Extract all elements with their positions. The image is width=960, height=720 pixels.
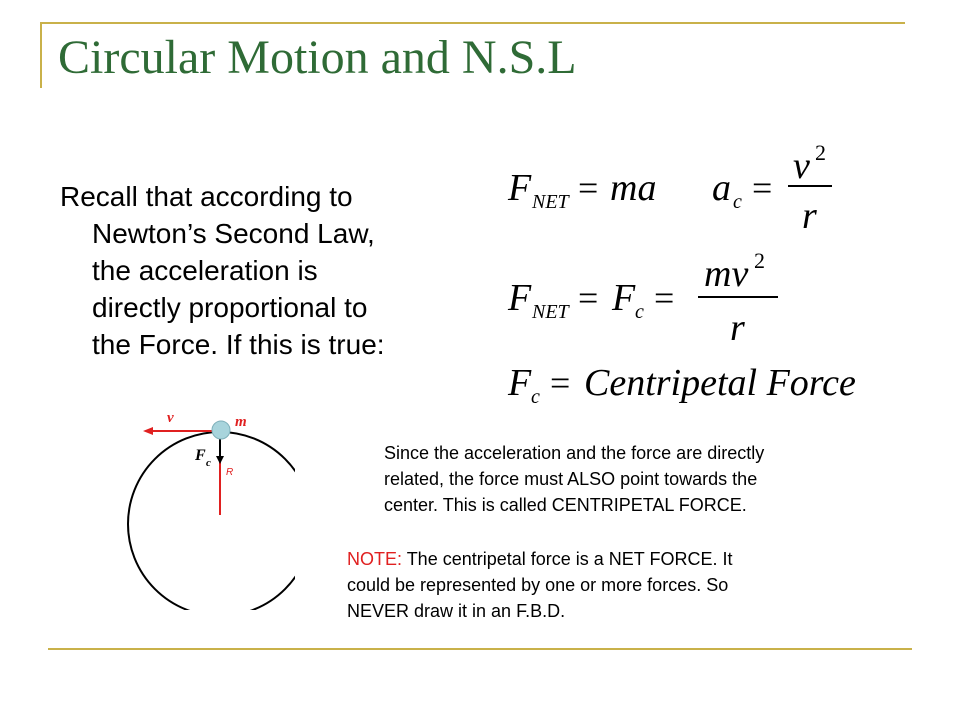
mass-ball <box>212 421 230 439</box>
equations <box>490 140 910 415</box>
note-label: NOTE: <box>347 549 403 569</box>
note-text <box>347 546 907 624</box>
equals-sign: = <box>654 278 675 318</box>
body-line: the acceleration is <box>92 255 318 286</box>
orbit-circle <box>128 432 295 610</box>
equation-centripetal-acceleration <box>712 140 832 237</box>
equation-definition <box>507 362 856 408</box>
velocity-arrowhead <box>143 427 153 435</box>
note-line <box>347 546 907 572</box>
explanation-line: center. This is called CENTRIPETAL FORCE. <box>384 495 747 515</box>
left-rule <box>40 22 42 88</box>
radius-label: R <box>226 467 234 478</box>
symbol-r: r <box>730 307 745 349</box>
centripetal-force-text: Centripetal Force <box>584 362 856 404</box>
equals-sign: = <box>752 168 773 208</box>
force-label: F <box>195 447 206 464</box>
body-line: Recall that according to <box>60 181 353 212</box>
top-rule <box>40 22 905 24</box>
symbol-v: v <box>793 145 810 187</box>
symbol-r: r <box>802 195 817 237</box>
body-line: directly proportional to <box>92 292 368 323</box>
bottom-rule <box>48 648 912 650</box>
subscript-c: c <box>733 191 742 213</box>
explanation-text <box>384 440 904 518</box>
subscript-c: c <box>531 386 540 408</box>
slide-title: Circular Motion and N.S.L <box>58 31 577 84</box>
note-line: NEVER draw it in an F.B.D. <box>347 601 566 621</box>
equation-newton-second-law <box>507 167 656 213</box>
explanation-line: Since the acceleration and the force are directly <box>384 443 765 463</box>
equals-sign: = <box>578 278 599 318</box>
velocity-label: v <box>167 410 174 426</box>
force-arrowhead <box>216 456 224 464</box>
symbol-f: F <box>612 277 636 319</box>
note-line1-rest: The centripetal force is a NET FORCE. It <box>402 549 733 569</box>
equals-sign: = <box>550 363 571 403</box>
circular-motion-diagram <box>115 400 295 610</box>
symbol-a: a <box>712 167 731 209</box>
body-text <box>60 178 470 363</box>
force-subscript: c <box>206 457 211 469</box>
symbol-f: F <box>508 277 532 319</box>
mass-label: m <box>235 414 247 430</box>
symbol-ma: ma <box>610 167 657 209</box>
superscript-2: 2 <box>815 140 826 165</box>
subscript-net: NET <box>532 301 569 323</box>
superscript-2: 2 <box>754 248 765 273</box>
symbol-mv: mv <box>704 253 749 295</box>
equation-net-centripetal <box>507 248 778 349</box>
symbol-f: F <box>508 362 532 404</box>
symbol-f: F <box>508 167 532 209</box>
subscript-c: c <box>635 301 644 323</box>
body-line: the Force. If this is true: <box>92 329 385 360</box>
subscript-net: NET <box>532 191 569 213</box>
note-line: could be represented by one or more forces. So <box>347 575 729 595</box>
explanation-line: related, the force must ALSO point towards the <box>384 469 758 489</box>
equals-sign: = <box>578 168 599 208</box>
body-line: Newton’s Second Law, <box>92 218 375 249</box>
